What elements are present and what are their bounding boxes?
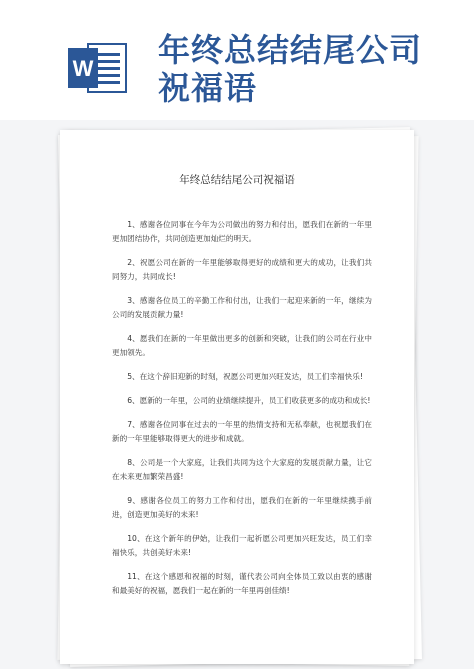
list-item: 11、在这个感恩和祝福的时刻，谨代表公司向全体员工致以由衷的感谢和最美好的祝福，愿我们一起在新的一年里再创佳绩! (112, 571, 372, 595)
page-title-line-2: 祝福语 (158, 69, 258, 107)
list-item: 2、祝愿公司在新的一年里能够取得更好的成绩和更大的成功，让我们共同努力，共同成长! (112, 257, 372, 281)
list-item: 1、感谢各位同事在今年为公司做出的努力和付出，愿我们在新的一年里更加团结协作，共同创造更加灿烂的明天。 (112, 219, 372, 243)
word-icon-letter: W (72, 56, 94, 81)
page-title-line-1: 年终总结结尾公司 (158, 31, 423, 69)
list-item: 10、在这个新年的伊始，让我们一起祈愿公司更加兴旺发达，员工们幸福快乐，共创美好未来! (112, 533, 372, 557)
list-item: 8、公司是一个大家庭，让我们共同为这个大家庭的发展贡献力量，让它在未来更加繁荣昌盛! (112, 457, 372, 481)
list-item: 9、感谢各位员工的努力工作和付出，愿我们在新的一年里继续携手前进，创造更加美好的未来! (112, 495, 372, 519)
list-item: 4、愿我们在新的一年里做出更多的创新和突破，让我们的公司在行业中更加领先。 (112, 333, 372, 357)
list-item: 5、在这个辞旧迎新的时刻，祝愿公司更加兴旺发达，员工们幸福快乐! (127, 371, 363, 381)
list-item: 7、感谢各位同事在过去的一年里的热情支持和无私奉献，也祝愿我们在新的一年里能够取得更大的进步和成就。 (112, 419, 372, 443)
list-item: 3、感谢各位员工的辛勤工作和付出，让我们一起迎来新的一年，继续为公司的发展贡献力量! (112, 295, 372, 319)
document-title: 年终总结结尾公司祝福语 (179, 174, 295, 186)
header-banner (0, 0, 474, 120)
greeting-list (112, 210, 372, 608)
list-item: 6、愿新的一年里，公司的业绩继续提升，员工们收获更多的成功和成长! (127, 395, 371, 405)
word-document-icon (66, 40, 128, 96)
document-page (60, 130, 414, 664)
